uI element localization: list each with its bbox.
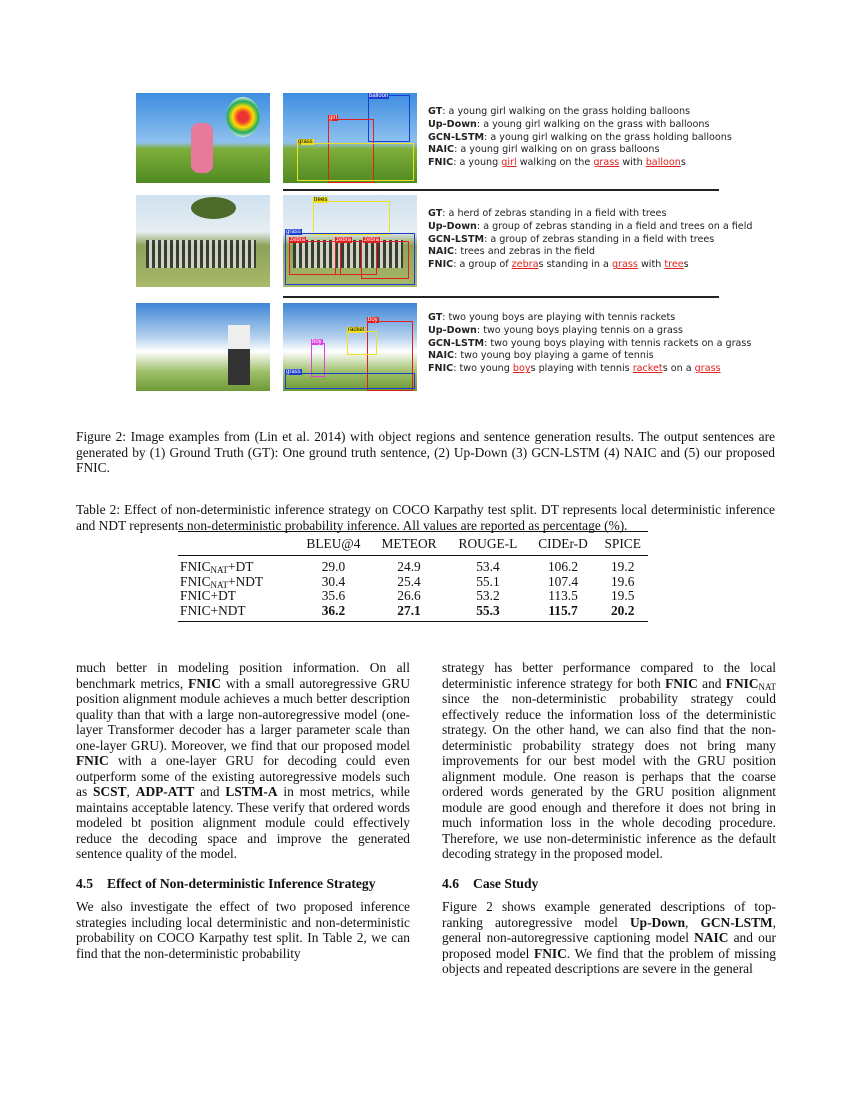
caption-text: with xyxy=(619,157,646,169)
right-column xyxy=(442,660,776,977)
caption-text: a young girl walking on the grass with balloons xyxy=(483,118,710,130)
model-name: FNIC xyxy=(428,363,454,375)
bold-term: FNIC xyxy=(534,945,567,961)
bold-term: FNIC xyxy=(665,675,698,691)
table-cell: 19.5 xyxy=(610,588,635,603)
subscript: NAT xyxy=(758,681,777,692)
figure-caption: Figure 2: Image examples from (Lin et al. 2014) with object regions and sentence generation results. The output sentences are generated by (1) Ground Truth (GT): One ground truth sentence, (2) Up-Down (3) GCN-LSTM (4) NAIC and (5) our proposed FNIC. xyxy=(76,429,775,476)
highlighted-word: zebra xyxy=(511,259,539,271)
table-cell: 55.1 xyxy=(476,573,500,589)
bold-term: NAIC xyxy=(694,930,729,945)
region-tag: grass xyxy=(286,369,301,375)
text: and our proposed model xyxy=(442,930,776,961)
method-suffix: +NDT xyxy=(228,573,264,589)
column-header: CIDEr-D xyxy=(529,532,598,556)
bold-term: ADP-ATT xyxy=(135,784,195,799)
caption-line: NAIC: a young girl walking on on grass balloons xyxy=(428,144,660,156)
model-name: Up-Down xyxy=(428,220,477,232)
model-name: GCN-LSTM xyxy=(428,131,485,143)
method-suffix: +DT xyxy=(228,559,254,574)
text: and xyxy=(697,675,726,691)
bold-term: FNIC xyxy=(76,753,109,768)
region-tag: balloon xyxy=(369,93,389,99)
caption-line: GT: a herd of zebras standing in a field with trees xyxy=(428,208,667,219)
bold-term: LSTM-A xyxy=(225,784,278,799)
text: with a small autoregressive GRU position alignment module achieves a much better description quality than that with a large non-autoregressive model (one-layer Transformer decoder has a larger parameter scale than one-layer GRU). Moreover, we find that our proposed model xyxy=(76,675,410,753)
table-row xyxy=(178,575,648,590)
bold-term: Up-Down xyxy=(629,914,686,930)
model-name: GT xyxy=(428,312,443,323)
caption-line: NAIC: trees and zebras in the field xyxy=(428,246,596,258)
caption-text: two young boy playing a game of tennis xyxy=(460,350,654,362)
section-title: Case Study xyxy=(473,875,539,891)
region-tag: grass xyxy=(298,139,313,145)
model-name: FNIC xyxy=(428,157,454,169)
bold-term: GCN-LSTM xyxy=(700,914,773,930)
caption-list xyxy=(428,106,732,170)
table-cell: 113.5 xyxy=(548,588,578,603)
column-header xyxy=(178,532,296,556)
table-row xyxy=(178,589,648,604)
highlighted-word: tree xyxy=(664,259,684,271)
paragraph xyxy=(76,899,410,961)
table-cell: 27.1 xyxy=(397,602,421,618)
model-name: GT xyxy=(428,106,443,117)
caption-line: FNIC: a young girl walking on the grass with balloons xyxy=(428,157,686,169)
section-title: Effect of Non-deterministic Inference Strategy xyxy=(107,875,376,891)
caption-text: a young girl walking on on grass balloons xyxy=(460,144,660,156)
paragraph xyxy=(442,899,776,977)
caption-text: s standing in a xyxy=(538,259,612,271)
caption-text: s playing with tennis xyxy=(530,363,633,375)
caption-text: a group of zebras standing in a field and trees on a field xyxy=(483,220,753,232)
table-cell: 26.6 xyxy=(397,588,421,603)
caption-line: FNIC: a group of zebras standing in a grass with trees xyxy=(428,259,689,271)
table-cell: 29.0 xyxy=(321,559,346,574)
model-name: NAIC xyxy=(428,350,455,362)
table-row xyxy=(178,604,648,622)
method-subscript: NAT xyxy=(210,579,229,590)
text: strategy has better performance compared to the local deterministic inference strategy for both xyxy=(442,660,776,691)
photo-girl-balloons-regions xyxy=(283,93,417,183)
figure-2 xyxy=(133,88,753,396)
table-caption: Table 2: Effect of non-deterministic inference strategy on COCO Karpathy test split. DT represents local deterministic inference and NDT represents non-deterministic probability inference. All values are reported as percentage (%). xyxy=(76,502,775,533)
caption-text: two young boys are playing with tennis rackets xyxy=(448,312,676,323)
caption-text: a young xyxy=(459,157,502,169)
results-table xyxy=(178,531,648,622)
left-column xyxy=(76,660,410,961)
caption-text: two young boys playing tennis on a grass xyxy=(483,324,683,336)
caption-line: Up-Down: a young girl walking on the grass with balloons xyxy=(428,118,710,130)
method: FNIC xyxy=(180,573,211,589)
caption-text: trees and zebras in the field xyxy=(460,246,596,258)
model-name: NAIC xyxy=(428,144,455,156)
caption-text: a herd of zebras standing in a field with trees xyxy=(448,208,667,219)
section-number: 4.6 xyxy=(442,875,459,891)
photo-boys-tennis-regions xyxy=(283,303,417,391)
table-cell: 107.4 xyxy=(547,573,579,589)
highlighted-word: boy xyxy=(512,363,531,375)
region-tag: grass xyxy=(286,229,301,235)
paragraph xyxy=(76,660,410,862)
text: , xyxy=(685,914,701,930)
caption-line: NAIC: two young boy playing a game of tennis xyxy=(428,350,654,362)
method: FNIC xyxy=(180,602,211,618)
model-name: GCN-LSTM xyxy=(428,337,485,349)
method-suffix: +NDT xyxy=(210,602,246,618)
caption-text: a young girl walking on the grass holding balloons xyxy=(448,106,691,117)
table-cell: 19.6 xyxy=(610,573,635,589)
photo-girl-balloons xyxy=(136,93,270,183)
table-cell: 115.7 xyxy=(548,602,578,618)
bold-term: FNIC xyxy=(725,675,759,691)
caption-list xyxy=(428,312,751,376)
table-row xyxy=(178,556,648,575)
caption-line: GT: two young boys are playing with tennis rackets xyxy=(428,312,676,323)
method-name xyxy=(178,575,296,590)
figure-row-boys xyxy=(133,302,752,394)
caption-text: s xyxy=(683,259,689,271)
text: . We find that the problem of missing objects and repeated descriptions are severe in the general xyxy=(442,945,776,976)
section-heading xyxy=(76,876,410,892)
bold-term: SCST xyxy=(93,784,127,799)
text: with a one-layer GRU for decoding could even outperform some of the existing autoregressive models such as xyxy=(76,753,410,799)
region-tag: boy xyxy=(312,339,322,345)
table-cell: 55.3 xyxy=(476,602,500,618)
caption-text: a group of zebras standing in a field with trees xyxy=(490,233,715,245)
bold-term: FNIC xyxy=(188,675,221,691)
method-subscript: NAT xyxy=(210,565,229,575)
method-name xyxy=(178,589,296,604)
photo-zebras-regions xyxy=(283,195,417,287)
figure-row-girl xyxy=(133,92,732,184)
method-name xyxy=(178,604,296,622)
text: since the non-deterministic probability strategy could effectively reduce the information loss of the deterministic strategy. On the other hand, we can also find that the non-deterministic probability strategy does not bring many improvements for our best model with the GRU position alignment module. One reason is perhaps that the coarse ordered words generated by the GRU position alignment module are good enough and therefore it does not bring in much information loss in the whole decoding procedure. Therefore, we use non-deterministic inference as the default decoding strategy in the proposed model. xyxy=(442,691,776,861)
text: much better in modeling position information. On all benchmark metrics, xyxy=(76,660,410,691)
photo-boys-tennis xyxy=(136,303,270,391)
model-name: FNIC xyxy=(428,259,454,271)
highlighted-word: balloon xyxy=(645,157,681,169)
table-cell: 35.6 xyxy=(321,588,346,603)
caption-line: Up-Down: a group of zebras standing in a field and trees on a field xyxy=(428,220,753,232)
table-cell: 19.2 xyxy=(610,559,635,574)
row-divider xyxy=(283,189,719,191)
caption-text: two young xyxy=(459,363,513,375)
caption-text: s xyxy=(680,157,686,169)
text: and xyxy=(194,784,226,799)
column-header: METEOR xyxy=(371,532,447,556)
column-header: ROUGE-L xyxy=(447,532,528,556)
caption-line: GT: a young girl walking on the grass holding balloons xyxy=(428,106,691,117)
highlighted-word: grass xyxy=(694,363,721,375)
model-name: Up-Down xyxy=(428,118,477,130)
table-cell: 20.2 xyxy=(610,602,635,618)
highlighted-word: grass xyxy=(593,157,620,169)
caption-text: a group of xyxy=(459,259,512,271)
caption-text: two young boys playing with tennis rackets on a grass xyxy=(490,337,752,349)
section-heading xyxy=(442,876,776,892)
column-header: BLEU@4 xyxy=(296,532,371,556)
model-name: NAIC xyxy=(428,246,455,258)
region-tag: boy xyxy=(368,317,378,323)
text: in most metrics, while maintains acceptable latency. These verify that ordered words modeled bt position alignment module could effectively reduce the decoding space and improve the generated sentence quality of the model. xyxy=(76,784,410,861)
model-name: Up-Down xyxy=(428,324,477,336)
method-suffix: +DT xyxy=(210,588,236,603)
caption-line: Up-Down: two young boys playing tennis on a grass xyxy=(428,324,683,336)
model-name: GCN-LSTM xyxy=(428,233,485,245)
table-cell: 30.4 xyxy=(321,573,346,589)
column-header: SPICE xyxy=(597,532,648,556)
region-tag: zebra xyxy=(364,237,380,243)
text: We also investigate the effect of two proposed inference strategies including local deterministic and non-deterministic probability on COCO Karpathy test split. In Table 2, we can find that the non-deterministic probability xyxy=(76,899,410,961)
row-divider xyxy=(283,296,719,298)
highlighted-word: girl xyxy=(501,157,517,169)
region-tag: trees xyxy=(314,197,328,203)
caption-line: GCN-LSTM: a young girl walking on the grass holding balloons xyxy=(428,131,732,143)
table-cell: 53.2 xyxy=(476,588,500,603)
caption-text: s on a xyxy=(662,363,695,375)
caption-list xyxy=(428,208,752,272)
region-tag: zebra xyxy=(290,237,306,243)
caption-text: a young girl walking on the grass holding balloons xyxy=(490,131,732,143)
table-cell: 25.4 xyxy=(397,573,421,589)
table-cell: 36.2 xyxy=(321,602,346,618)
table-cell: 53.4 xyxy=(476,559,500,574)
table-cell: 24.9 xyxy=(397,559,421,574)
region-tag: racket xyxy=(348,327,365,333)
caption-text: with xyxy=(637,259,665,271)
method: FNIC xyxy=(180,588,211,603)
method-name xyxy=(178,556,296,575)
figure-row-zebras xyxy=(133,194,753,286)
model-name: GT xyxy=(428,208,443,219)
paragraph xyxy=(442,660,776,862)
table-cell: 106.2 xyxy=(547,559,579,574)
caption-line: GCN-LSTM: two young boys playing with tennis rackets on a grass xyxy=(428,337,752,349)
caption-line: GCN-LSTM: a group of zebras standing in a field with trees xyxy=(428,233,715,245)
text: , general non-autoregressive captioning model xyxy=(442,914,776,945)
method: FNIC xyxy=(180,559,211,574)
text: , xyxy=(126,784,136,799)
caption-text: walking on the xyxy=(516,157,594,169)
region-tag: zebra xyxy=(336,237,352,243)
photo-zebras xyxy=(136,195,270,287)
caption-line: FNIC: two young boys playing with tennis rackets on a grass xyxy=(428,363,721,375)
highlighted-word: racket xyxy=(632,363,663,375)
section-number: 4.5 xyxy=(76,875,93,891)
highlighted-word: grass xyxy=(611,259,638,271)
region-tag: girl xyxy=(329,115,338,121)
text: Figure 2 shows example generated descriptions of top-ranking autoregressive model xyxy=(442,899,776,930)
